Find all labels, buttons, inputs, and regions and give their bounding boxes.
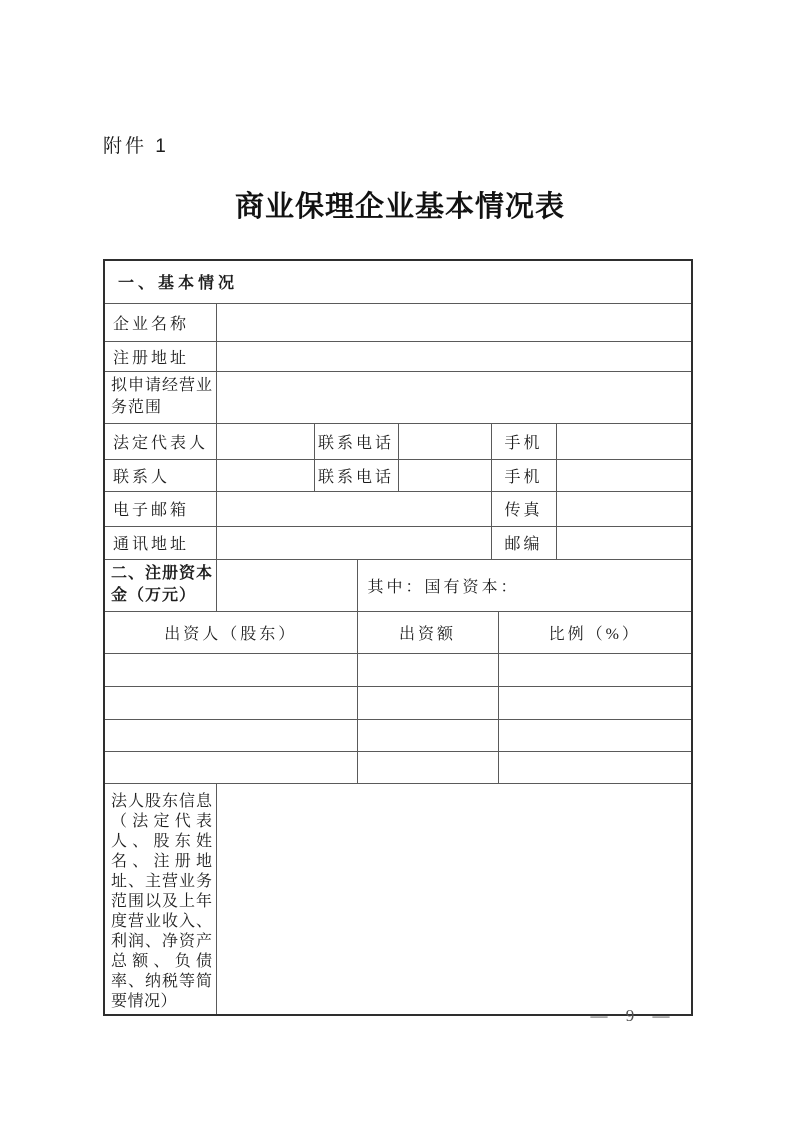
legal-rep-phone-label: 联系电话 (314, 423, 398, 459)
ratio-field (498, 751, 692, 783)
shareholder-name-field (104, 719, 357, 751)
contact-mobile-label: 手机 (491, 459, 556, 491)
shareholder-name-field (104, 751, 357, 783)
legal-representative-field (216, 423, 314, 459)
shareholder-name-column-header: 出资人（股东） (104, 611, 357, 653)
legal-representative-label: 法定代表人 (104, 423, 216, 459)
company-name-label: 企业名称 (104, 303, 216, 341)
postal-code-field (556, 526, 692, 559)
company-name-row (104, 303, 692, 341)
business-scope-field (216, 371, 692, 423)
shareholder-row (104, 686, 692, 719)
ratio-field (498, 686, 692, 719)
business-scope-label: 拟申请经营业务范围 (104, 371, 216, 423)
ratio-field (498, 653, 692, 686)
email-row (104, 491, 692, 526)
page-number: — 9 — (590, 1006, 670, 1025)
contact-phone-field (398, 459, 491, 491)
ratio-column-header: 比例（%） (498, 611, 692, 653)
legal-rep-phone-field (398, 423, 491, 459)
registered-address-label: 注册地址 (104, 341, 216, 371)
shareholder-row (104, 751, 692, 783)
basic-info-form-table (103, 259, 693, 1016)
shareholder-name-field (104, 686, 357, 719)
corporate-shareholder-info-label: 法人股东信息（法定代表人、股东姓名、注册地址、主营业务范围以及上年度营业收入、利润、净资产总额、负债率、纳税等简要情况） (104, 783, 216, 1015)
postal-code-label: 邮编 (491, 526, 556, 559)
page-title: 商业保理企业基本情况表 (234, 191, 565, 223)
mailing-address-row (104, 526, 692, 559)
contact-phone-label: 联系电话 (314, 459, 398, 491)
corporate-shareholder-info-field (216, 783, 692, 1015)
email-label: 电子邮箱 (104, 491, 216, 526)
shareholder-name-field (104, 653, 357, 686)
contribution-amount-field (357, 751, 498, 783)
registered-address-row (104, 341, 692, 371)
legal-rep-mobile-field (556, 423, 692, 459)
contact-person-row (104, 459, 692, 491)
attachment-label: 附件 1 (103, 136, 169, 157)
contribution-amount-field (357, 686, 498, 719)
section-capital-header: 二、注册资本金（万元） (104, 559, 216, 611)
registered-address-field (216, 341, 692, 371)
corporate-shareholder-info-row (104, 783, 692, 1015)
business-scope-row (104, 371, 692, 423)
section-basic-header: 一、基本情况 (104, 260, 692, 303)
contact-person-label: 联系人 (104, 459, 216, 491)
contact-mobile-field (556, 459, 692, 491)
contribution-amount-column-header: 出资额 (357, 611, 498, 653)
email-field (216, 491, 491, 526)
fax-field (556, 491, 692, 526)
registered-capital-field (216, 559, 357, 611)
shareholder-row (104, 653, 692, 686)
section-basic-header-row (104, 260, 692, 303)
shareholder-row (104, 719, 692, 751)
ratio-field (498, 719, 692, 751)
contact-person-field (216, 459, 314, 491)
registered-capital-row (104, 559, 692, 611)
legal-rep-mobile-label: 手机 (491, 423, 556, 459)
shareholder-header-row (104, 611, 692, 653)
state-owned-capital-label: 其中：国有资本： (357, 559, 692, 611)
contribution-amount-field (357, 653, 498, 686)
fax-label: 传真 (491, 491, 556, 526)
legal-representative-row (104, 423, 692, 459)
company-name-field (216, 303, 692, 341)
mailing-address-field (216, 526, 491, 559)
mailing-address-label: 通讯地址 (104, 526, 216, 559)
contribution-amount-field (357, 719, 498, 751)
